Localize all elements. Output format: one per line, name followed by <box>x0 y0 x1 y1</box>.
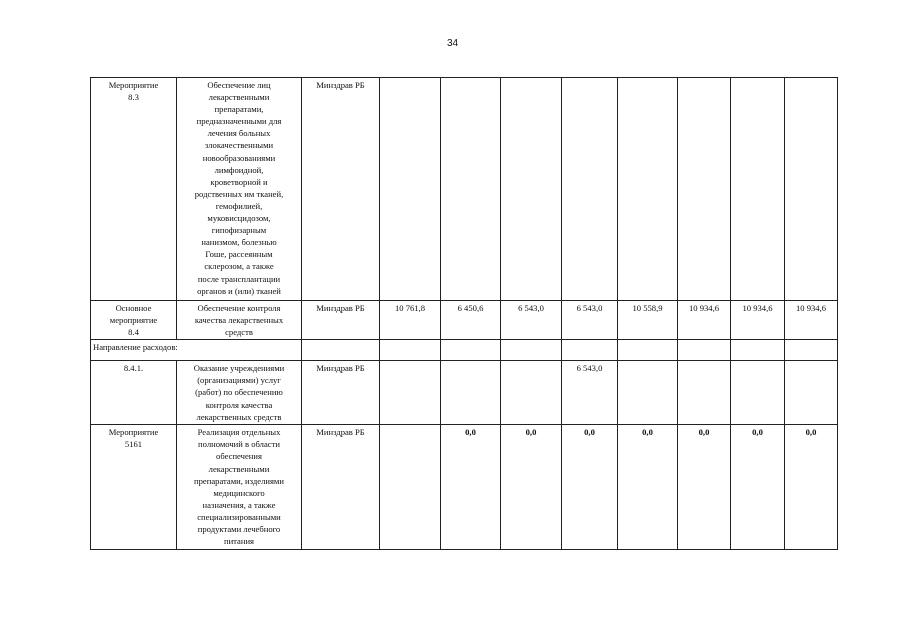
table-row <box>91 301 838 340</box>
table-row <box>91 425 838 550</box>
value-cell: 0,0 <box>618 425 678 550</box>
value-cell <box>380 361 441 425</box>
activity-code-cell: Мероприятие 8.3 <box>91 78 177 301</box>
value-cell: 10 934,6 <box>785 301 838 340</box>
page-number: 34 <box>446 38 459 49</box>
value-cell <box>678 78 731 301</box>
empty-cell <box>302 340 380 361</box>
value-cell: 10 558,9 <box>618 301 678 340</box>
value-cell: 6 543,0 <box>562 361 618 425</box>
executor-cell: Минздрав РБ <box>302 361 380 425</box>
program-activities-table <box>90 77 838 550</box>
activity-code-cell: Основное мероприятие 8.4 <box>91 301 177 340</box>
value-cell <box>501 78 562 301</box>
activity-code-cell: 8.4.1. <box>91 361 177 425</box>
value-cell <box>562 78 618 301</box>
empty-cell <box>501 340 562 361</box>
value-cell <box>380 425 441 550</box>
activity-name-cell: Реализация отдельных полномочий в области обеспечения лекарственными препаратами, изделиями медицинского назначения, а также специализированными продуктами лечебного питания <box>177 425 302 550</box>
value-cell: 6 543,0 <box>562 301 618 340</box>
table-row <box>91 78 838 301</box>
activity-name-cell: Обеспечение лиц лекарственными препаратами, предназначенными для лечения больных злокачественными новообразованиями лимфоидной, кроветворной и родственных им тканей, гемофилией, муковисцидозом, гипофизарным нанизмом, болезнью Гоше, рассеянным склерозом, а также после трансплантации органов и (или) тканей <box>177 78 302 301</box>
value-cell: 6 450,6 <box>441 301 501 340</box>
table-row <box>91 361 838 425</box>
value-cell: 6 543,0 <box>501 301 562 340</box>
empty-cell <box>785 340 838 361</box>
value-cell <box>441 78 501 301</box>
section-heading: Направление расходов: <box>91 340 302 361</box>
activity-name-cell: Оказание учреждениями (организациями) услуг (работ) по обеспечению контроля качества лекарственных средств <box>177 361 302 425</box>
value-cell <box>380 78 441 301</box>
value-cell <box>618 78 678 301</box>
value-cell <box>785 361 838 425</box>
value-cell: 10 934,6 <box>678 301 731 340</box>
value-cell <box>441 361 501 425</box>
value-cell <box>678 361 731 425</box>
value-cell: 0,0 <box>678 425 731 550</box>
executor-cell: Минздрав РБ <box>302 425 380 550</box>
value-cell <box>501 361 562 425</box>
value-cell: 0,0 <box>731 425 785 550</box>
value-cell <box>731 361 785 425</box>
empty-cell <box>441 340 501 361</box>
empty-cell <box>380 340 441 361</box>
executor-cell: Минздрав РБ <box>302 78 380 301</box>
value-cell <box>618 361 678 425</box>
section-row <box>91 340 838 361</box>
value-cell: 0,0 <box>562 425 618 550</box>
value-cell: 0,0 <box>501 425 562 550</box>
activity-name-cell: Обеспечение контроля качества лекарственных средств <box>177 301 302 340</box>
empty-cell <box>562 340 618 361</box>
empty-cell <box>678 340 731 361</box>
value-cell: 0,0 <box>441 425 501 550</box>
value-cell <box>731 78 785 301</box>
executor-cell: Минздрав РБ <box>302 301 380 340</box>
value-cell: 0,0 <box>785 425 838 550</box>
value-cell: 10 761,8 <box>380 301 441 340</box>
value-cell: 10 934,6 <box>731 301 785 340</box>
activity-code-cell: Мероприятие 5161 <box>91 425 177 550</box>
value-cell <box>785 78 838 301</box>
empty-cell <box>731 340 785 361</box>
empty-cell <box>618 340 678 361</box>
